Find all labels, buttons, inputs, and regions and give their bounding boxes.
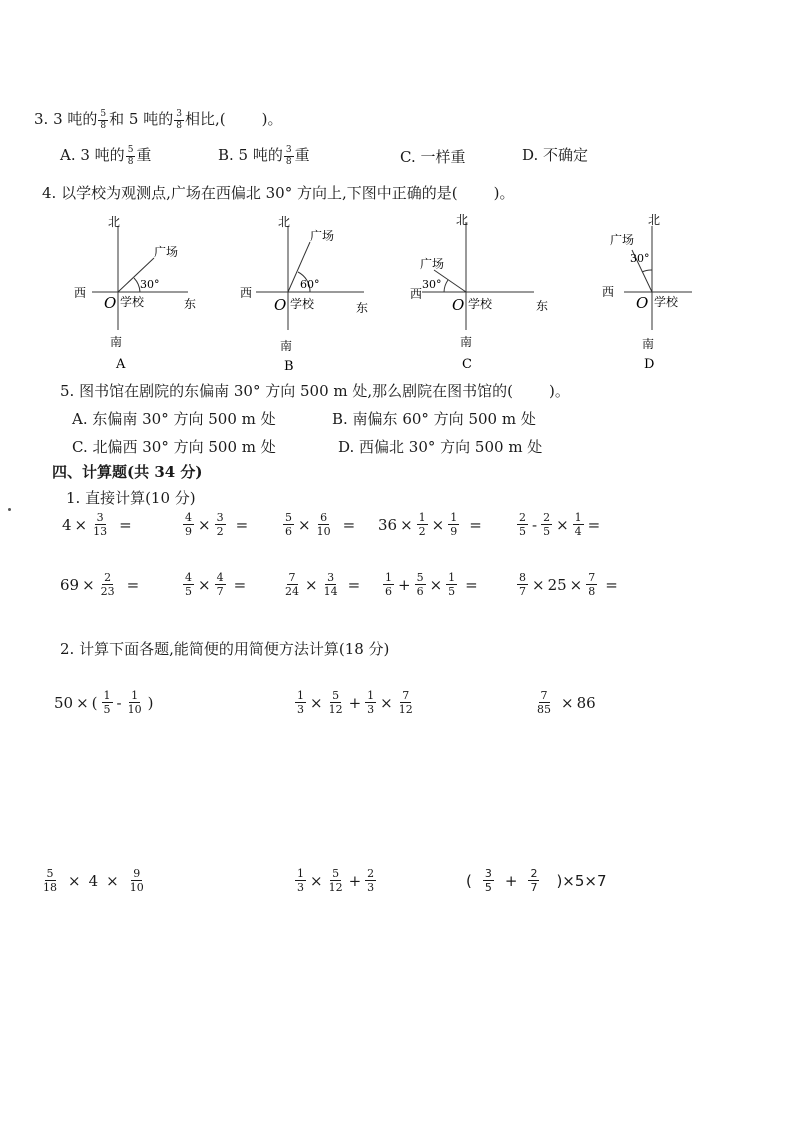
stray-dot: [8, 508, 11, 511]
svg-text:西: 西: [602, 285, 615, 299]
square-label: 广场: [154, 245, 179, 259]
question-number: 4.: [42, 184, 57, 202]
svg-text:学校: 学校: [468, 297, 493, 311]
west-label: 西: [74, 286, 87, 300]
calc-item: $\frac{4}{9}$ × $\frac{3}{2}$ =: [185, 511, 249, 538]
calc-item: 4 × $\frac{3}{13}$ =: [62, 511, 132, 538]
svg-text:北: 北: [456, 213, 469, 227]
compass-diagram-a: [70, 212, 210, 372]
svg-text:北: 北: [648, 213, 661, 227]
svg-text:南: 南: [280, 339, 293, 353]
calc-item: $\frac{2}{5}$ - $\frac{2}{5}$ × $\frac{1}{4}$ =: [519, 511, 601, 538]
subsection-title: 1. 直接计算(10 分): [66, 489, 196, 507]
calc-item: $\frac{7}{24}$ × $\frac{3}{14}$ =: [285, 571, 361, 598]
svg-text:广场: 广场: [310, 229, 335, 243]
option-c: C. 一样重: [400, 148, 466, 166]
svg-text:B: B: [284, 359, 294, 372]
svg-text:东: 东: [536, 299, 549, 313]
question-text: 和 5 吨的: [109, 110, 174, 128]
calc-item: $\frac{1}{3}$ × $\frac{5}{12}$ + $\frac{2}{3}$: [297, 867, 375, 894]
question-number: 5.: [60, 382, 75, 400]
question-text: 3 吨的: [53, 110, 98, 128]
option-d: D. 不确定: [522, 146, 589, 164]
origin-label: O: [104, 294, 117, 312]
calc-item: $\frac{4}{5}$ × $\frac{4}{7}$ =: [185, 571, 247, 598]
calc-item: $\frac{5}{18}$ × 4 × $\frac{9}{10}$: [43, 867, 144, 894]
question-number: 3.: [34, 110, 49, 128]
north-label: 北: [108, 215, 121, 229]
question-3: [34, 108, 282, 131]
calc-item: $\frac{5}{6}$ × $\frac{6}{10}$ =: [285, 511, 356, 538]
subsection-title: 2. 计算下面各题,能简便的用简便方法计算(18 分): [60, 640, 390, 658]
question-text: )。: [549, 382, 570, 400]
angle-label: 30°: [140, 278, 160, 291]
option-b: B. 南偏东 60° 方向 500 m 处: [332, 410, 536, 428]
svg-text:D: D: [644, 357, 655, 372]
svg-text:北: 北: [278, 215, 291, 229]
question-5: [60, 380, 570, 401]
svg-text:C: C: [462, 357, 472, 372]
svg-text:广场: 广场: [610, 233, 635, 247]
calc-item: $\frac{1}{6}$ + $\frac{5}{6}$ × $\frac{1}{5}$ =: [385, 571, 478, 598]
svg-text:60°: 60°: [300, 278, 320, 291]
south-label: 南: [110, 335, 123, 349]
calc-item: ( $\frac{3}{5}$ + $\frac{2}{7}$ )×5×7: [466, 867, 607, 894]
svg-text:广场: 广场: [420, 257, 445, 271]
compass-diagram-d: [596, 206, 706, 374]
svg-text:南: 南: [460, 335, 473, 349]
svg-text:西: 西: [410, 287, 423, 301]
school-label: 学校: [120, 295, 145, 309]
east-label: 东: [184, 297, 197, 311]
question-text: )。: [493, 184, 515, 202]
section-title: 四、计算题(共 34 分): [52, 463, 203, 481]
svg-text:O: O: [274, 296, 287, 314]
option-c: C. 北偏西 30° 方向 500 m 处: [72, 438, 276, 456]
diagram-label: A: [116, 357, 126, 372]
svg-text:O: O: [636, 294, 649, 312]
svg-text:西: 西: [240, 286, 253, 300]
calc-item: 36 × $\frac{1}{2}$ × $\frac{1}{9}$ =: [378, 511, 482, 538]
question-4: [42, 182, 514, 203]
compass-diagram-b: [238, 212, 388, 372]
calc-item: 69 × $\frac{2}{23}$ =: [60, 571, 140, 598]
calc-item: 50 × ( $\frac{1}{5}$ - $\frac{1}{10}$ ): [54, 689, 154, 716]
svg-text:东: 东: [356, 301, 369, 315]
svg-text:30°: 30°: [630, 252, 650, 265]
option-a: A. 东偏南 30° 方向 500 m 处: [72, 410, 276, 428]
svg-text:学校: 学校: [654, 295, 679, 309]
fraction: $\frac{3}{8}$: [176, 108, 182, 131]
fraction: $\frac{3}{8}$: [285, 144, 292, 167]
svg-text:O: O: [452, 296, 465, 314]
svg-text:南: 南: [642, 337, 655, 351]
question-text: 图书馆在剧院的东偏南 30° 方向 500 m 处,那么剧院在图书馆的(: [79, 382, 513, 400]
option-d: D. 西偏北 30° 方向 500 m 处: [338, 438, 543, 456]
question-text: 相比,(: [184, 110, 226, 128]
svg-text:学校: 学校: [290, 297, 315, 311]
option-b: B. 5 吨的 $\frac{3}{8}$ 重: [218, 144, 310, 167]
fraction: $\frac{5}{8}$: [127, 144, 134, 167]
compass-diagram-c: [408, 212, 558, 372]
svg-text:30°: 30°: [422, 278, 442, 291]
question-text: 以学校为观测点,广场在西偏北 30° 方向上,下图中正确的是(: [61, 184, 458, 202]
calc-item: $\frac{8}{7}$ × 25 × $\frac{7}{8}$ =: [519, 571, 618, 598]
option-a: A. 3 吨的 $\frac{5}{8}$ 重: [60, 144, 152, 167]
calc-item: $\frac{7}{85}$ × 86: [537, 689, 596, 716]
question-text: )。: [261, 110, 283, 128]
calc-item: $\frac{1}{3}$ × $\frac{5}{12}$ + $\frac{1}{3}$ × $\frac{7}{12}$: [297, 689, 413, 716]
fraction: $\frac{5}{8}$: [100, 108, 107, 131]
